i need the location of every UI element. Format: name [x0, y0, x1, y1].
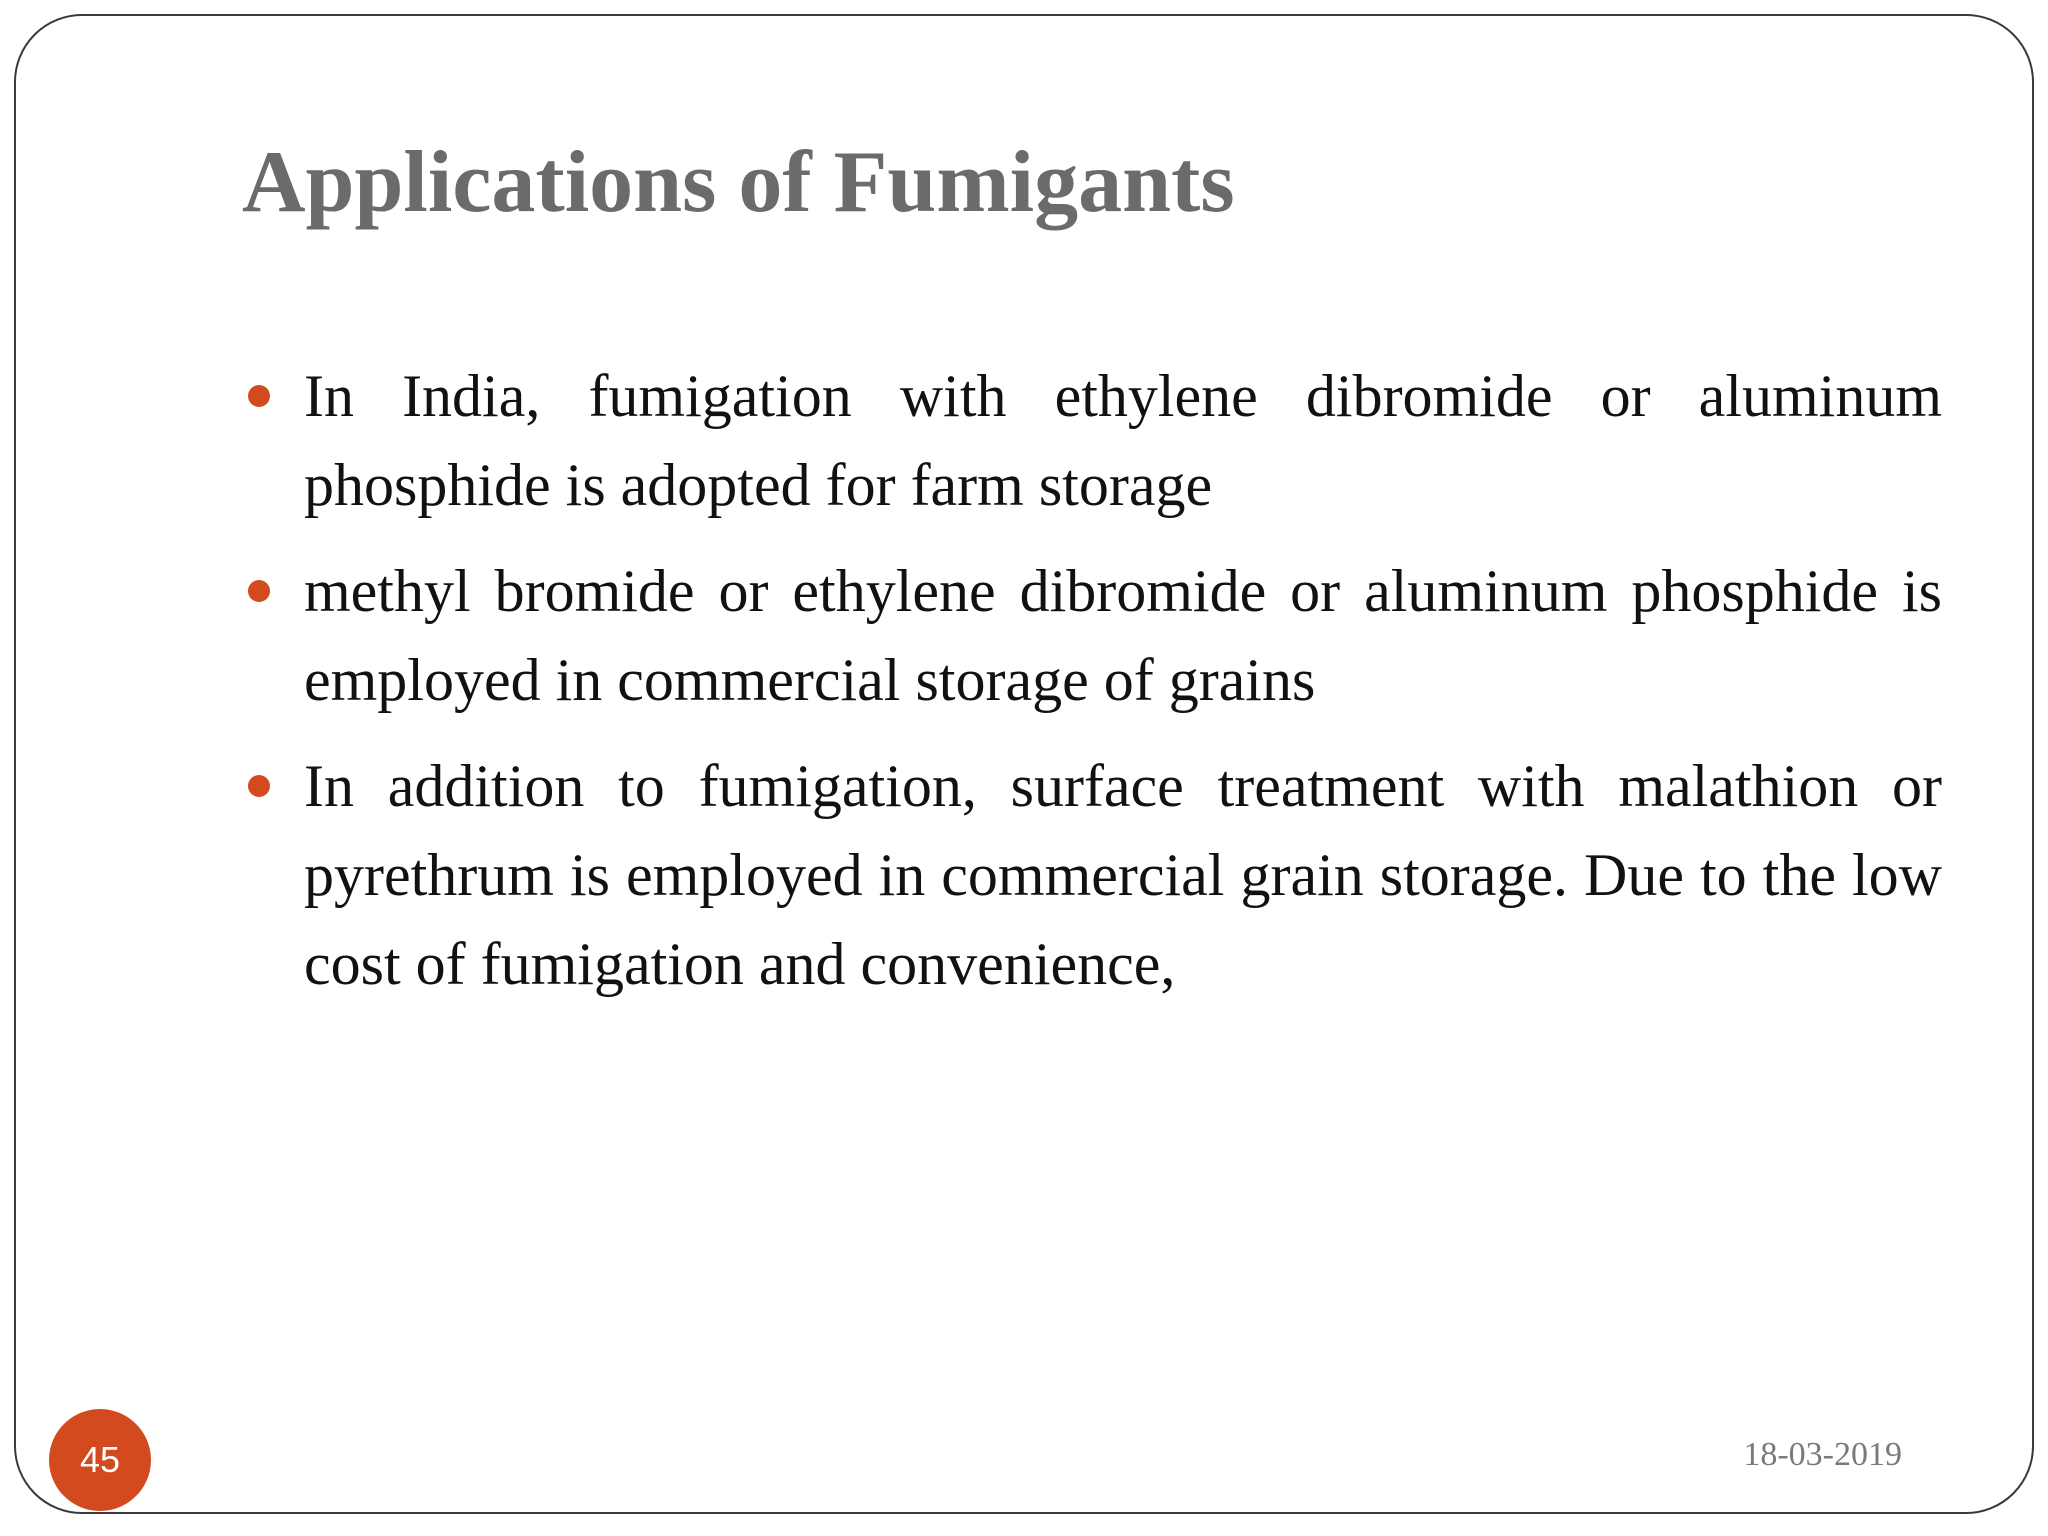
bullet-item: [242, 352, 1942, 530]
bullet-list: [242, 352, 1942, 1026]
slide-title: Applications of Fumigants: [242, 134, 1235, 231]
page-number-badge: 45: [49, 1409, 151, 1511]
bullet-dot-icon: [248, 385, 270, 407]
bullet-dot-icon: [248, 775, 270, 797]
bullet-text: In addition to fumigation, surface treatment with malathion or pyrethrum is employed in commercial grain storage. Due to the low cost of fumigation and convenience,: [304, 753, 1942, 997]
slide: [14, 14, 2034, 1514]
bullet-text: In India, fumigation with ethylene dibromide or aluminum phosphide is adopted for farm storage: [304, 363, 1942, 518]
slide-date: 18-03-2019: [1743, 1436, 1902, 1473]
bullet-text: methyl bromide or ethylene dibromide or aluminum phosphide is employed in commercial storage of grains: [304, 558, 1942, 713]
bullet-item: [242, 547, 1942, 725]
bullet-item: [242, 742, 1942, 1009]
bullet-dot-icon: [248, 580, 270, 602]
